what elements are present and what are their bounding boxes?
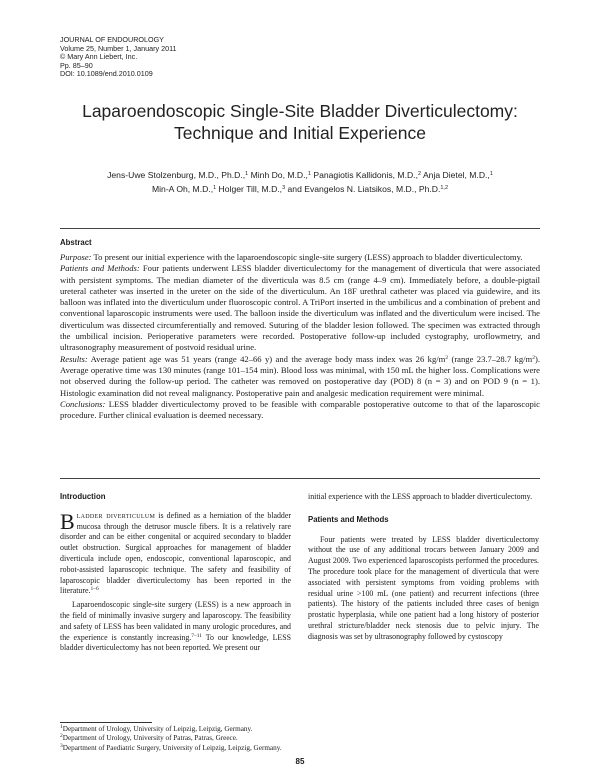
author: Panagiotis Kallidonis, M.D.,	[310, 170, 418, 180]
methods-paragraph: Four patients were treated by LESS bladder diverticulectomy without the use of any additional trocars between January 2009 and August 2009. Two experienced laparoscopists performed the procedures. The procedure took place for the management of diverticula that were associated with persistent symptoms from voiding problems with residual urine >100 mL (one patient) and recurrent infections (three patients). The history of the patients included three cases of benign prostatic hyperplasia, while one patient had a long history of posterior urethral stricture/bladder neck stenosis due to pelvic injury. The diagnosis was set by ultrasonography followed by cystoscopy	[308, 534, 539, 641]
footnote-mark: 1	[60, 724, 63, 730]
affiliation-mark: 1	[307, 171, 311, 177]
footnote-mark: 2	[60, 733, 63, 740]
page-number: 85	[295, 757, 305, 766]
results-text: Average patient age was 51 years (range 42–66 y) and the average body mass index was 26 kg/m	[87, 353, 446, 364]
article-title	[40, 100, 560, 144]
affiliation-mark: 1,2	[440, 185, 449, 191]
footnote-rule	[60, 722, 152, 723]
author: Min-A Oh, M.D.,	[151, 184, 214, 194]
intro-smallcaps: ladder diverticulum	[76, 510, 156, 520]
abstract-bottom-rule	[60, 478, 540, 479]
intro-paragraph-2	[60, 600, 291, 654]
abstract-top-rule	[60, 228, 540, 229]
right-column	[308, 492, 539, 643]
footnote-3: Department of Paediatric Surgery, University of Leipzig, Leipzig, Germany.	[62, 743, 282, 752]
citation: 7–11	[191, 632, 203, 639]
title-line-2: Technique and Initial Experience	[174, 123, 426, 143]
author: Minh Do, M.D.,	[248, 170, 308, 180]
results-text: (range 23.7–28.7 kg/m	[448, 353, 533, 364]
author: and Evangelos N. Liatsikos, M.D., Ph.D.	[285, 184, 441, 194]
introduction-heading: Introduction	[60, 492, 106, 501]
abstract-heading: Abstract	[60, 238, 92, 247]
affiliation-mark: 2	[417, 171, 422, 177]
doi: DOI: 10.1089/end.2010.0109	[60, 69, 153, 79]
intro-paragraph-1	[60, 508, 291, 597]
drop-cap: B	[60, 508, 75, 534]
purpose-text: To present our initial experience with the laparoendoscopic single-site surgery (LESS) approach to bladder diverticulectomy.	[91, 252, 523, 262]
purpose-label: Purpose:	[60, 252, 92, 262]
copyright: © Mary Ann Liebert, Inc.	[60, 52, 138, 62]
superscript: 2	[532, 354, 535, 361]
conclusions-text: LESS bladder diverticulectomy proved to be feasible with comparable postoperative outcome to that of the laparoscopic procedure. Further clinical evaluation is deemed necessary.	[60, 398, 540, 421]
footnotes	[60, 725, 282, 753]
methods-heading: Patients and Methods	[308, 514, 389, 524]
author-list	[60, 168, 540, 196]
intro-continuation: initial experience with the LESS approach to bladder diverticulectomy.	[308, 492, 533, 501]
footnote-2: Department of Urology, University of Patras, Patras, Greece.	[62, 734, 238, 743]
affiliation-mark: 1	[213, 185, 217, 191]
results-text: ). Average operative time was 130 minutes (range 101–154 min). Blood loss was minimal, with 150 mL the higher loss. Complications were not observed during the follow-up period. The catheter was removed on postoperative day (POD) 8 (n = 3) and on POD 9 (n = 1). Histologic examination did not reveal malignancy. Postoperative pain and analgesic medication requirement were minimal.	[60, 353, 540, 398]
results-label: Results:	[60, 353, 88, 364]
intro-text: Laparoendoscopic single-site surgery (LESS) is a new approach in the field of minimally invasive surgery and laparoscopy. The feasibility and safety of LESS has been validated in many urologic procedures, and the experience is constantly increasing.	[60, 600, 291, 642]
intro-text: To our knowledge, LESS bladder diverticulectomy has not been reported. We present our	[60, 632, 291, 653]
citation: 1–6	[90, 586, 99, 593]
affiliation-mark: 3	[282, 185, 286, 191]
journal-volume: Volume 25, Number 1, January 2011	[60, 43, 177, 53]
author: Jens-Uwe Stolzenburg, M.D., Ph.D.,	[107, 170, 246, 180]
conclusions-label: Conclusions:	[60, 398, 106, 409]
footnote-1: Department of Urology, University of Leipzig, Leipzig, Germany.	[62, 725, 253, 733]
journal-name: JOURNAL OF ENDOUROLOGY	[60, 35, 164, 44]
author: Holger Till, M.D.,	[216, 184, 283, 194]
page-range: Pp. 85–90	[60, 60, 93, 70]
affiliation-mark: 1	[245, 171, 249, 177]
footnote-mark: 3	[60, 742, 63, 749]
intro-text: is defined as a herniation of the bladder mucosa through the detrusor muscle fibers. It is a relatively rare disorder and can be either congenital or acquired secondary to bladder outlet obstruction. Surgical approaches for management of bladder diverticula include open, endoscopic, conventional laparoscopic, and robot-assisted laparoscopic technique. The safety and feasibility of laparoscopic bladder diverticulectomy has been reported in the literature.	[60, 510, 291, 596]
abstract-body	[60, 252, 540, 421]
journal-header	[60, 36, 177, 79]
superscript: 2	[445, 354, 449, 361]
methods-text: Four patients underwent LESS bladder diverticulectomy for the management of diverticula that were associated with persistent symptoms. The median diameter of the diverticula was 8.5 cm (range 4–9 cm). Immediately before, a double-pigtail ureteral catheter was inserted in the ureter on the side of the diverticulum. An 18F urethral catheter was placed via guidewire, and its balloon was inflated into the diverticulum under fluoroscopic control. A TriPort inserted in the umbilicus and a combination of prebent and conventional laparoscopic instruments were used. The balloon inside the diverticulum was inflated and the diverticulum were incised. The diverticulum was dissected circumferentially and removed. Suturing of the bladder lesion followed. The specimen was extracted through the umbilical incision. Perioperative parameters were recorded. Postoperative follow-up included cystography, uroflowmetry, and ultrasonography measurement of postvoid residual urine.	[60, 263, 541, 353]
author: Anja Dietel, M.D.,	[421, 170, 490, 180]
left-column	[60, 492, 291, 654]
affiliation-mark: 1	[489, 171, 493, 177]
methods-label: Patients and Methods:	[60, 263, 140, 274]
title-line-1: Laparoendoscopic Single-Site Bladder Diverticulectomy:	[82, 101, 518, 121]
